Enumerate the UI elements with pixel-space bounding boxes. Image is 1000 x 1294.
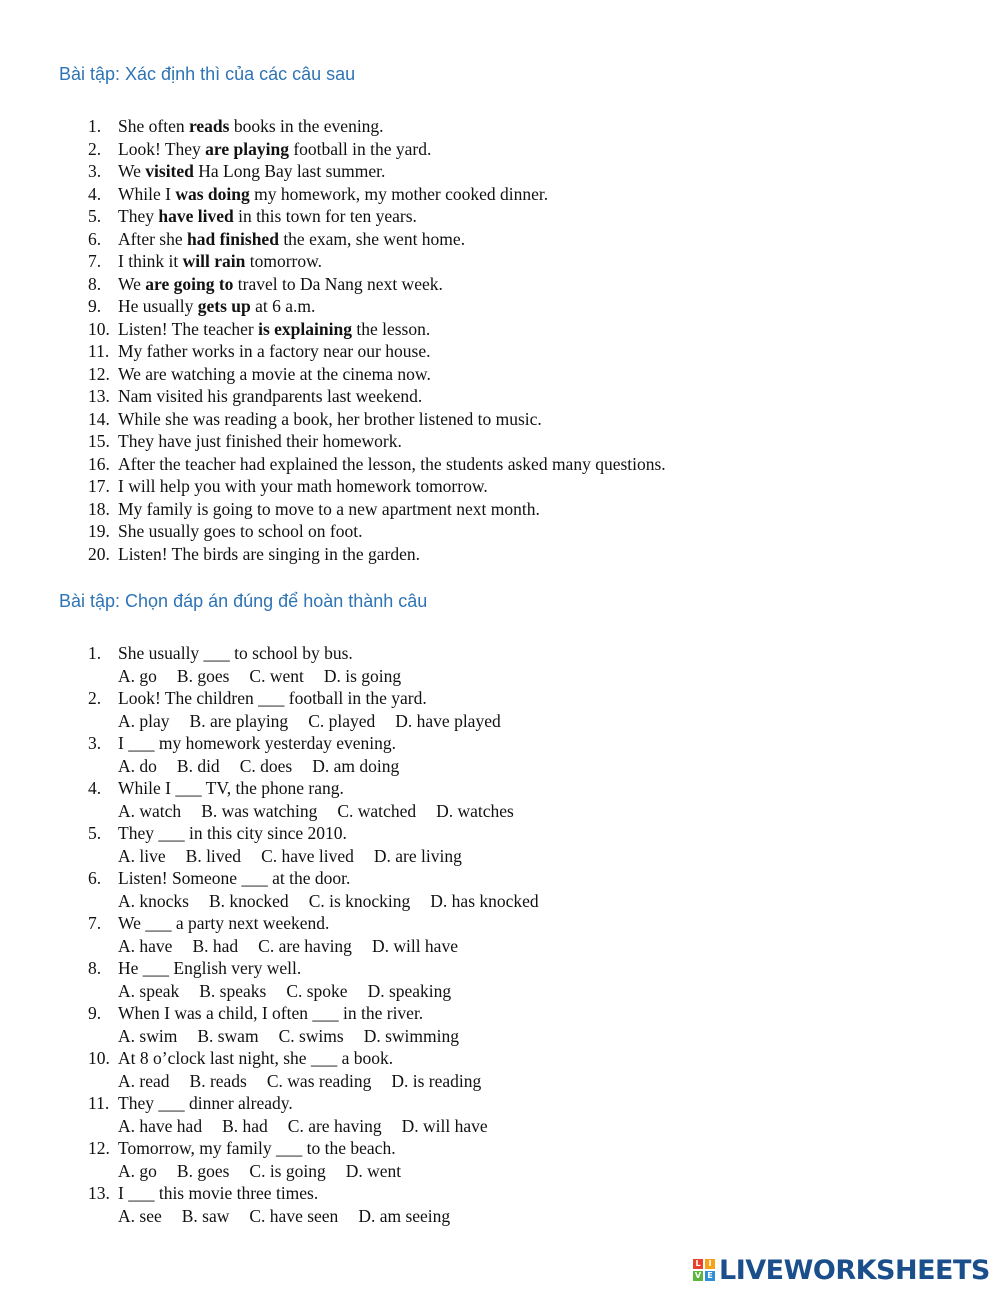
- answer-options: [0, 800, 960, 823]
- item-number: 14.: [88, 408, 110, 429]
- list-item: [0, 205, 960, 228]
- list-item: [0, 138, 960, 161]
- question-number: 5.: [88, 823, 102, 843]
- question-text: At 8 o’clock last night, she ___ a book.: [118, 1048, 394, 1068]
- answer-option: B. had: [222, 1115, 268, 1136]
- options-line: [118, 1160, 421, 1183]
- question-text: They ___ dinner already.: [118, 1093, 293, 1113]
- item-number: 15.: [88, 431, 110, 451]
- answer-option: D. will have: [371, 935, 458, 956]
- item-number: 9.: [88, 296, 102, 316]
- answer-option: D. am seeing: [358, 1205, 451, 1226]
- highlighted-verb: will rain: [182, 251, 246, 271]
- question-item: [0, 687, 960, 710]
- question-number: 11.: [88, 1093, 110, 1113]
- question-text: When I was a child, I often ___ in the river.: [118, 1003, 424, 1023]
- question-item: [0, 732, 960, 755]
- question-number: 10.: [88, 1048, 110, 1068]
- answer-option: C. are having: [258, 935, 352, 956]
- answer-options: [0, 1205, 960, 1228]
- question-text: We ___ a party next weekend.: [118, 913, 330, 933]
- answer-option: A. live: [118, 845, 166, 866]
- item-number: 6.: [88, 228, 102, 249]
- list-item: [0, 318, 960, 341]
- item-number: 17.: [88, 476, 110, 496]
- section1-heading: Bài tập: Xác định thì của các câu sau: [59, 64, 356, 84]
- answer-option: C. is going: [249, 1160, 326, 1181]
- answer-option: B. reads: [189, 1070, 247, 1091]
- item-number: 13.: [88, 386, 110, 406]
- logo-tile-l: L: [693, 1259, 703, 1269]
- answer-option: B. knocked: [208, 890, 289, 911]
- answer-option: A. watch: [118, 800, 182, 821]
- item-number: 11.: [88, 341, 110, 361]
- item-number: 5.: [88, 206, 102, 226]
- options-line: [118, 845, 482, 868]
- sentence-end: the exam, she went home.: [278, 228, 466, 249]
- answer-option: A. have had: [118, 1115, 203, 1136]
- sentence-start: She often: [118, 116, 189, 136]
- item-sentence: [118, 543, 420, 566]
- sentence-start: Listen! The teacher: [118, 318, 259, 339]
- options-line: [118, 755, 419, 778]
- item-number: 3.: [88, 161, 102, 181]
- item-sentence: [118, 160, 385, 183]
- question-number: 2.: [88, 688, 102, 708]
- item-sentence: [118, 520, 363, 543]
- sentence-start: They have just finished their homework.: [118, 431, 402, 451]
- sentence-end: travel to Da Nang next week.: [233, 273, 443, 294]
- tense-identification-list: [0, 115, 960, 565]
- question-number: 6.: [88, 868, 102, 888]
- answer-option: A. do: [118, 755, 157, 776]
- options-line: [118, 1115, 508, 1138]
- answer-option: C. was reading: [266, 1070, 372, 1091]
- options-line: [118, 800, 534, 823]
- answer-options: [0, 1025, 960, 1048]
- item-number: 4.: [88, 183, 102, 204]
- answer-option: D. watches: [436, 800, 514, 821]
- options-line: [118, 890, 559, 913]
- answer-options: [0, 935, 960, 958]
- list-item: [0, 273, 960, 296]
- answer-option: C. went: [249, 665, 304, 686]
- answer-option: A. knocks: [118, 890, 189, 911]
- liveworksheets-logo-icon: [693, 1259, 715, 1281]
- sentence-start: My father works in a factory near our house.: [118, 341, 431, 361]
- list-item: [0, 453, 960, 476]
- sentence-start: I think it: [118, 251, 183, 271]
- sentence-end: my homework, my mother cooked dinner.: [249, 183, 549, 204]
- answer-option: C. is knocking: [308, 890, 411, 911]
- item-number: 16.: [88, 453, 110, 474]
- answer-option: C. played: [308, 710, 376, 731]
- answer-option: B. goes: [176, 1160, 230, 1181]
- question-item: [0, 867, 960, 890]
- options-line: [118, 1025, 479, 1048]
- item-sentence: [118, 318, 430, 341]
- answer-option: C. have lived: [261, 845, 354, 866]
- answer-option: C. does: [239, 755, 293, 776]
- question-text: She usually ___ to school by bus.: [118, 643, 353, 663]
- sentence-start: We are watching a movie at the cinema now.: [118, 363, 431, 384]
- list-item: [0, 340, 960, 363]
- answer-options: [0, 845, 960, 868]
- question-number: 9.: [88, 1003, 102, 1023]
- list-item: [0, 295, 960, 318]
- highlighted-verb: was doing: [175, 183, 250, 204]
- answer-option: B. lived: [185, 845, 242, 866]
- logo-tile-v: V: [694, 1271, 702, 1280]
- answer-option: B. speaks: [199, 980, 267, 1001]
- question-number: 13.: [88, 1183, 110, 1203]
- sentence-start: After she: [118, 228, 188, 249]
- question-text: Tomorrow, my family ___ to the beach.: [118, 1138, 396, 1158]
- item-number: 1.: [88, 116, 102, 136]
- sentence-start: Look! They: [118, 138, 206, 159]
- item-sentence: [118, 475, 488, 498]
- item-number: 18.: [88, 498, 110, 519]
- sentence-start: He usually: [118, 296, 198, 316]
- answer-option: A. have: [118, 935, 173, 956]
- question-item: [0, 1047, 960, 1070]
- answer-option: C. have seen: [249, 1205, 339, 1226]
- answer-option: D. will have: [401, 1115, 488, 1136]
- answer-option: B. had: [192, 935, 239, 956]
- question-item: [0, 642, 960, 665]
- sentence-start: I will help you with your math homework tomorrow.: [118, 476, 488, 496]
- logo-tile-e: E: [705, 1271, 715, 1281]
- answer-option: D. are living: [373, 845, 462, 866]
- sentence-end: books in the evening.: [229, 116, 384, 136]
- question-number: 3.: [88, 733, 102, 753]
- item-sentence: [118, 228, 465, 251]
- answer-options: [0, 980, 960, 1003]
- logo-text: LIVEWORKSHEETS: [719, 1254, 990, 1286]
- options-line: [118, 1070, 501, 1093]
- question-text: Listen! Someone ___ at the door.: [118, 868, 351, 888]
- options-line: [118, 665, 421, 688]
- answer-option: A. read: [118, 1070, 170, 1091]
- item-sentence: [118, 273, 443, 296]
- liveworksheets-logo: [693, 1254, 990, 1286]
- answer-option: D. swimming: [363, 1025, 460, 1046]
- answer-option: B. swam: [197, 1025, 259, 1046]
- highlighted-verb: are playing: [205, 138, 289, 159]
- item-number: 10.: [88, 318, 110, 339]
- answer-options: [0, 890, 960, 913]
- answer-option: A. go: [118, 1160, 157, 1181]
- logo-tile-i: I: [705, 1259, 715, 1269]
- question-number: 4.: [88, 778, 102, 798]
- list-item: [0, 498, 960, 521]
- answer-option: D. is reading: [391, 1070, 482, 1091]
- item-number: 8.: [88, 273, 102, 294]
- answer-option: B. did: [176, 755, 220, 776]
- sentence-start: After the teacher had explained the lesson, the students asked many questions.: [118, 453, 666, 474]
- sentence-end: the lesson.: [351, 318, 431, 339]
- answer-options: [0, 1115, 960, 1138]
- sentence-end: football in the yard.: [288, 138, 432, 159]
- item-sentence: [118, 295, 315, 318]
- answer-option: C. are having: [287, 1115, 382, 1136]
- options-line: [118, 935, 478, 958]
- question-number: 12.: [88, 1138, 110, 1158]
- list-item: [0, 430, 960, 453]
- item-sentence: [118, 340, 430, 363]
- highlighted-verb: is explaining: [258, 318, 352, 339]
- question-text: They ___ in this city since 2010.: [118, 823, 347, 843]
- sentence-end: Ha Long Bay last summer.: [193, 161, 386, 181]
- list-item: [0, 475, 960, 498]
- question-text: While I ___ TV, the phone rang.: [118, 778, 344, 798]
- item-sentence: [118, 408, 542, 431]
- question-item: [0, 1002, 960, 1025]
- item-sentence: [118, 363, 431, 386]
- answer-option: B. goes: [176, 665, 230, 686]
- sentence-end: in this town for ten years.: [233, 206, 417, 226]
- options-line: [118, 710, 521, 733]
- answer-options: [0, 755, 960, 778]
- highlighted-verb: are going to: [145, 273, 234, 294]
- highlighted-verb: visited: [145, 161, 194, 181]
- question-text: Look! The children ___ football in the yard.: [118, 688, 427, 708]
- answer-option: A. swim: [118, 1025, 178, 1046]
- answer-option: A. see: [118, 1205, 162, 1226]
- answer-options: [0, 1160, 960, 1183]
- answer-options: [0, 710, 960, 733]
- item-number: 7.: [88, 251, 102, 271]
- answer-option: C. spoke: [286, 980, 348, 1001]
- options-line: [118, 1205, 470, 1228]
- answer-option: D. has knocked: [430, 890, 539, 911]
- item-sentence: [118, 385, 422, 408]
- answer-options: [0, 665, 960, 688]
- item-sentence: [118, 453, 666, 476]
- item-sentence: [118, 138, 431, 161]
- answer-option: D. speaking: [367, 980, 452, 1001]
- sentence-start: We: [118, 161, 146, 181]
- list-item: [0, 363, 960, 386]
- answer-option: A. speak: [118, 980, 180, 1001]
- list-item: [0, 408, 960, 431]
- answer-option: C. swims: [278, 1025, 344, 1046]
- answer-options: [0, 1070, 960, 1093]
- answer-option: B. are playing: [189, 710, 289, 731]
- list-item: [0, 385, 960, 408]
- item-sentence: [118, 183, 548, 206]
- item-sentence: [118, 205, 417, 228]
- list-item: [0, 520, 960, 543]
- question-text: He ___ English very well.: [118, 958, 302, 978]
- list-item: [0, 115, 960, 138]
- answer-option: D. went: [345, 1160, 402, 1181]
- question-item: [0, 912, 960, 935]
- sentence-start: Listen! The birds are singing in the garden.: [118, 543, 420, 564]
- sentence-start: We: [118, 273, 146, 294]
- highlighted-verb: reads: [188, 116, 230, 136]
- question-item: [0, 1137, 960, 1160]
- answer-option: D. have played: [395, 710, 501, 731]
- sentence-start: While she was reading a book, her brother listened to music.: [118, 408, 542, 429]
- sentence-start: Nam visited his grandparents last weekend.: [118, 386, 423, 406]
- question-item: [0, 1092, 960, 1115]
- item-sentence: [118, 250, 322, 273]
- section2-heading: Bài tập: Chọn đáp án đúng để hoàn thành câu: [59, 591, 428, 611]
- question-item: [0, 777, 960, 800]
- options-line: [118, 980, 471, 1003]
- question-item: [0, 957, 960, 980]
- answer-option: D. is going: [323, 665, 402, 686]
- sentence-start: They: [118, 206, 159, 226]
- sentence-start: While I: [118, 183, 176, 204]
- highlighted-verb: have lived: [158, 206, 234, 226]
- item-number: 2.: [88, 138, 102, 159]
- question-number: 8.: [88, 958, 102, 978]
- answer-option: A. play: [118, 710, 170, 731]
- sentence-end: at 6 a.m.: [250, 296, 316, 316]
- item-number: 20.: [88, 543, 110, 564]
- list-item: [0, 250, 960, 273]
- answer-option: B. was watching: [201, 800, 318, 821]
- answer-option: B. saw: [181, 1205, 230, 1226]
- item-sentence: [118, 430, 402, 453]
- item-sentence: [118, 115, 384, 138]
- item-sentence: [118, 498, 540, 521]
- question-number: 1.: [88, 643, 102, 663]
- highlighted-verb: gets up: [197, 296, 251, 316]
- answer-option: C. watched: [337, 800, 417, 821]
- question-item: [0, 1182, 960, 1205]
- question-item: [0, 822, 960, 845]
- list-item: [0, 543, 960, 566]
- list-item: [0, 228, 960, 251]
- item-number: 19.: [88, 521, 110, 541]
- highlighted-verb: had finished: [187, 228, 279, 249]
- question-text: I ___ this movie three times.: [118, 1183, 319, 1203]
- item-number: 12.: [88, 363, 110, 384]
- answer-option: D. am doing: [312, 755, 400, 776]
- answer-option: A. go: [118, 665, 157, 686]
- question-number: 7.: [88, 913, 102, 933]
- list-item: [0, 160, 960, 183]
- list-item: [0, 183, 960, 206]
- sentence-end: tomorrow.: [245, 251, 323, 271]
- sentence-start: My family is going to move to a new apartment next month.: [118, 498, 540, 519]
- multiple-choice-list: [0, 642, 960, 1227]
- question-text: I ___ my homework yesterday evening.: [118, 733, 396, 753]
- sentence-start: She usually goes to school on foot.: [118, 521, 363, 541]
